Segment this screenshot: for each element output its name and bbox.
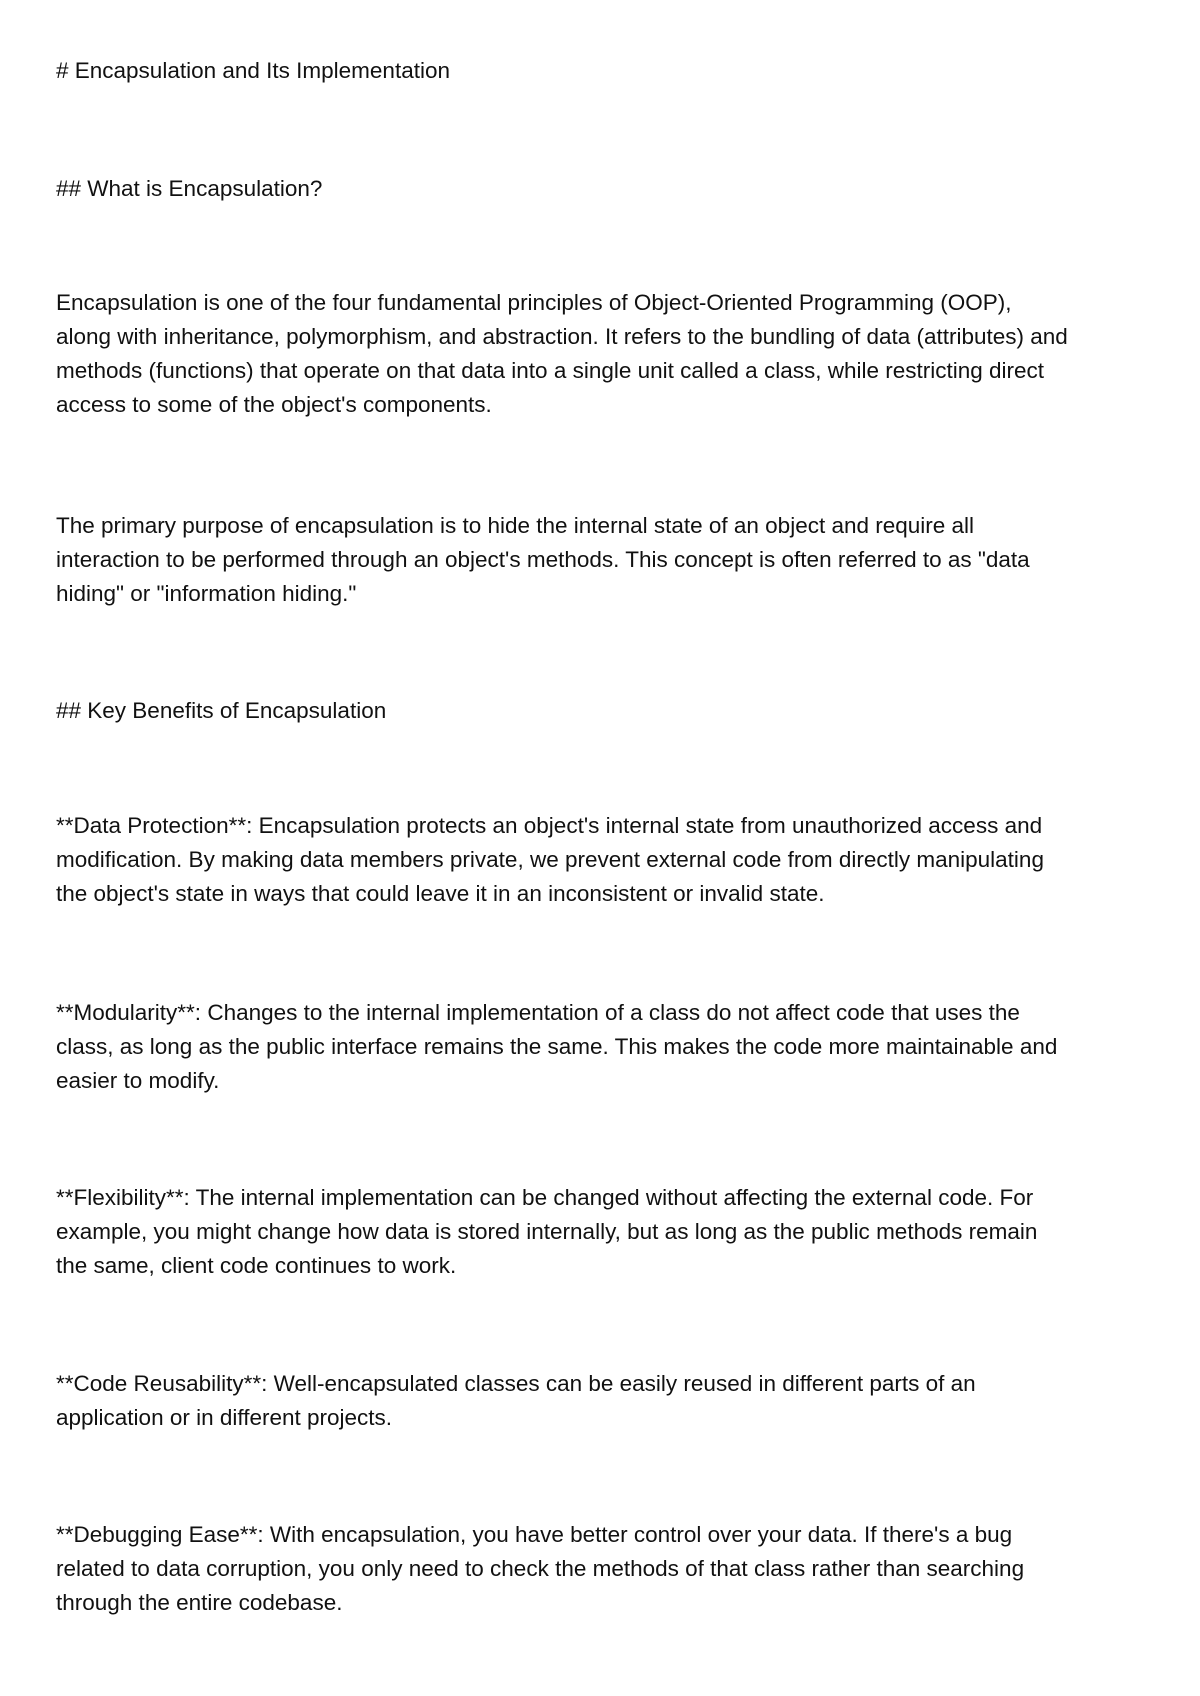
intro-line: Encapsulation is one of the four fundamental principles of Object-Oriented Programming (OOP), xyxy=(56,290,1012,315)
purpose-line: hiding" or "information hiding." xyxy=(56,581,357,606)
intro-line: methods (functions) that operate on that data into a single unit called a class, while restricting direct xyxy=(56,358,1045,383)
benefit-line: easier to modify. xyxy=(56,1068,220,1093)
benefit-line: **Data Protection**: Encapsulation protects an object's internal state from unauthorized access and xyxy=(56,813,1043,838)
benefit-line: application or in different projects. xyxy=(56,1405,393,1430)
purpose-line: The primary purpose of encapsulation is to hide the internal state of an object and require all xyxy=(56,513,975,538)
benefit-line: **Code Reusability**: Well-encapsulated classes can be easily reused in different parts of an xyxy=(56,1371,976,1396)
benefit-line: related to data corruption, you only need to check the methods of that class rather than searching xyxy=(56,1556,1025,1581)
document-title: # Encapsulation and Its Implementation xyxy=(56,58,450,83)
purpose-line: interaction to be performed through an object's methods. This concept is often referred to as "data xyxy=(56,547,1030,572)
section-heading-key-benefits: ## Key Benefits of Encapsulation xyxy=(56,698,387,723)
benefit-line: the same, client code continues to work. xyxy=(56,1253,457,1278)
benefit-line: **Flexibility**: The internal implementation can be changed without affecting the external code. For xyxy=(56,1185,1034,1210)
benefit-line: **Debugging Ease**: With encapsulation, you have better control over your data. If there's a bug xyxy=(56,1522,1013,1547)
benefit-line: modification. By making data members private, we prevent external code from directly manipulating xyxy=(56,847,1044,872)
benefit-line: example, you might change how data is stored internally, but as long as the public methods remain xyxy=(56,1219,1038,1244)
intro-line: along with inheritance, polymorphism, and abstraction. It refers to the bundling of data (attributes) and xyxy=(56,324,1068,349)
benefit-line: the object's state in ways that could leave it in an inconsistent or invalid state. xyxy=(56,881,825,906)
benefit-line: through the entire codebase. xyxy=(56,1590,343,1615)
benefit-line: class, as long as the public interface remains the same. This makes the code more maintainable and xyxy=(56,1034,1058,1059)
section-heading-what-is: ## What is Encapsulation? xyxy=(56,176,323,201)
benefit-line: **Modularity**: Changes to the internal implementation of a class do not affect code that uses the xyxy=(56,1000,1020,1025)
intro-line: access to some of the object's components. xyxy=(56,392,492,417)
